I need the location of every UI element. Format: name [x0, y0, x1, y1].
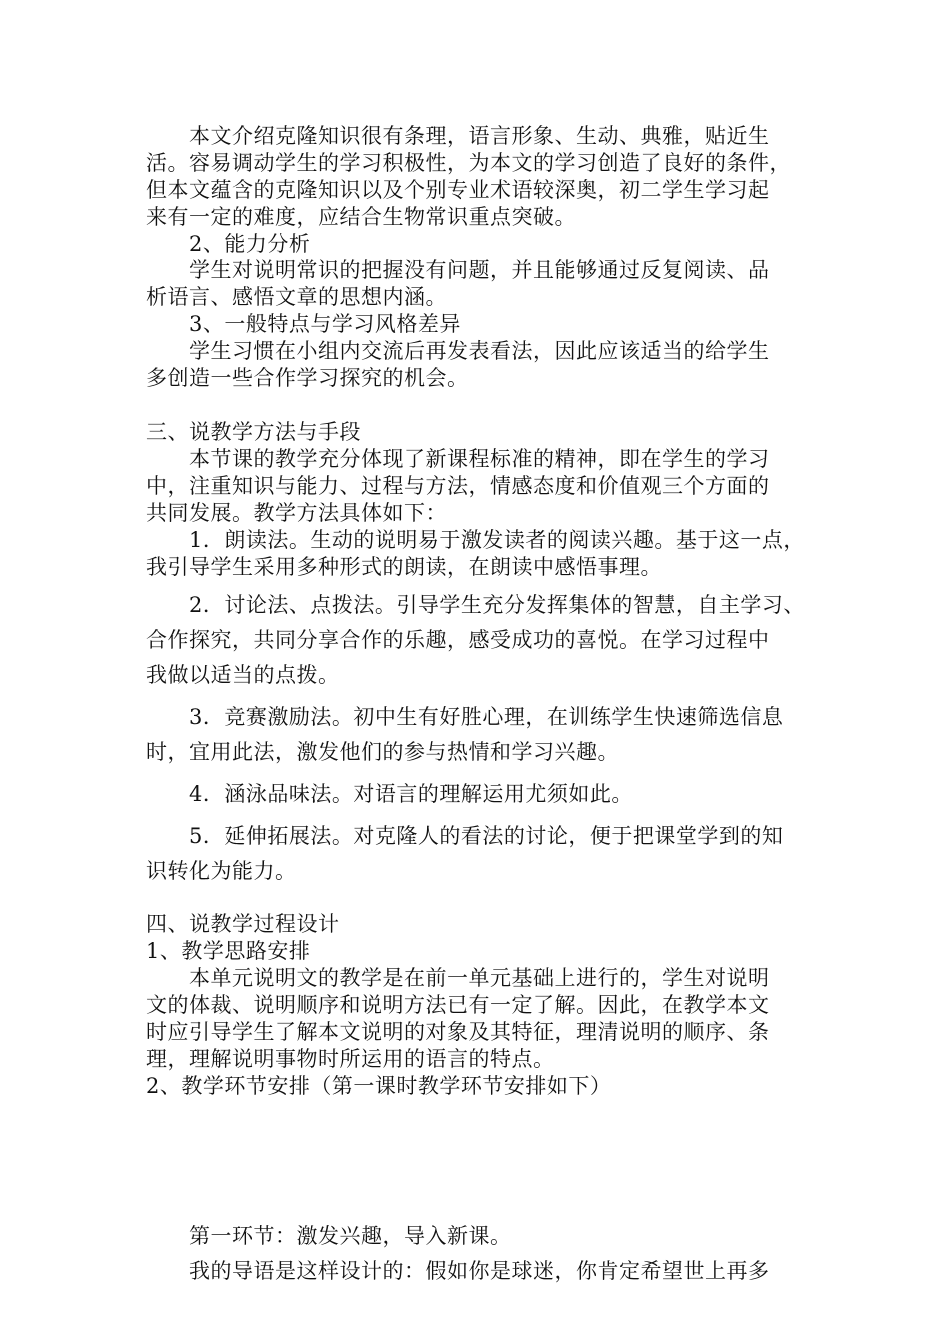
text-line: 我的导语是这样设计的：假如你是球迷，你肯定希望世上再多: [146, 1259, 770, 1283]
text-line: 我做以适当的点拨。: [146, 663, 340, 687]
text-line: 中，注重知识与能力、过程与方法，情感态度和价值观三个方面的: [146, 474, 770, 498]
text-line: 活。容易调动学生的学习积极性，为本文的学习创造了良好的条件，: [146, 151, 791, 175]
list-item: 5．延伸拓展法。对克隆人的看法的讨论，便于把课堂学到的知: [146, 824, 784, 848]
text-line: 合作探究，共同分享合作的乐趣，感受成功的喜悦。在学习过程中: [146, 628, 770, 652]
text-line: 时应引导学生了解本文说明的对象及其特征，理清说明的顺序、条: [146, 1020, 770, 1044]
text-line: 本单元说明文的教学是在前一单元基础上进行的，学生对说明: [146, 966, 770, 990]
list-item: 2．讨论法、点拨法。引导学生充分发挥集体的智慧，自主学习、: [146, 593, 805, 617]
text-line: 本文介绍克隆知识很有条理，语言形象、生动、典雅，贴近生: [146, 124, 770, 148]
text-line: 学生对说明常识的把握没有问题，并且能够通过反复阅读、品: [146, 258, 770, 282]
text-line: 但本文蕴含的克隆知识以及个别专业术语较深奥，初二学生学习起: [146, 178, 770, 202]
text-line: 学生习惯在小组内交流后再发表看法，因此应该适当的给学生: [146, 339, 770, 363]
section-heading: 三、说教学方法与手段: [146, 420, 361, 444]
text-line: 文的体裁、说明顺序和说明方法已有一定了解。因此，在教学本文: [146, 993, 770, 1017]
text-line: 识转化为能力。: [146, 859, 297, 883]
list-item: 1．朗读法。生动的说明易于激发读者的阅读兴趣。基于这一点，: [146, 528, 805, 552]
text-line: 我引导学生采用多种形式的朗读，在朗读中感悟事理。: [146, 555, 662, 579]
text-line: 来有一定的难度，应结合生物常识重点突破。: [146, 205, 576, 229]
section-subheading: 2、教学环节安排（第一课时教学环节安排如下）: [146, 1074, 612, 1098]
list-item: 3．竞赛激励法。初中生有好胜心理，在训练学生快速筛选信息: [146, 705, 784, 729]
section-subheading: 3、一般特点与学习风格差异: [146, 312, 461, 336]
list-item: 4．涵泳品味法。对语言的理解运用尤须如此。: [146, 782, 633, 806]
text-line: 多创造一些合作学习探究的机会。: [146, 366, 469, 390]
text-line: 理，理解说明事物时所运用的语言的特点。: [146, 1047, 555, 1071]
text-line: 第一环节：激发兴趣，导入新课。: [146, 1224, 512, 1248]
section-subheading: 1、教学思路安排: [146, 939, 311, 963]
text-line: 共同发展。教学方法具体如下：: [146, 501, 447, 525]
text-line: 时，宜用此法，激发他们的参与热情和学习兴趣。: [146, 740, 619, 764]
section-subheading: 2、能力分析: [146, 232, 311, 256]
text-line: 本节课的教学充分体现了新课程标准的精神，即在学生的学习: [146, 447, 770, 471]
text-line: 析语言、感悟文章的思想内涵。: [146, 285, 447, 309]
section-heading: 四、说教学过程设计: [146, 912, 340, 936]
